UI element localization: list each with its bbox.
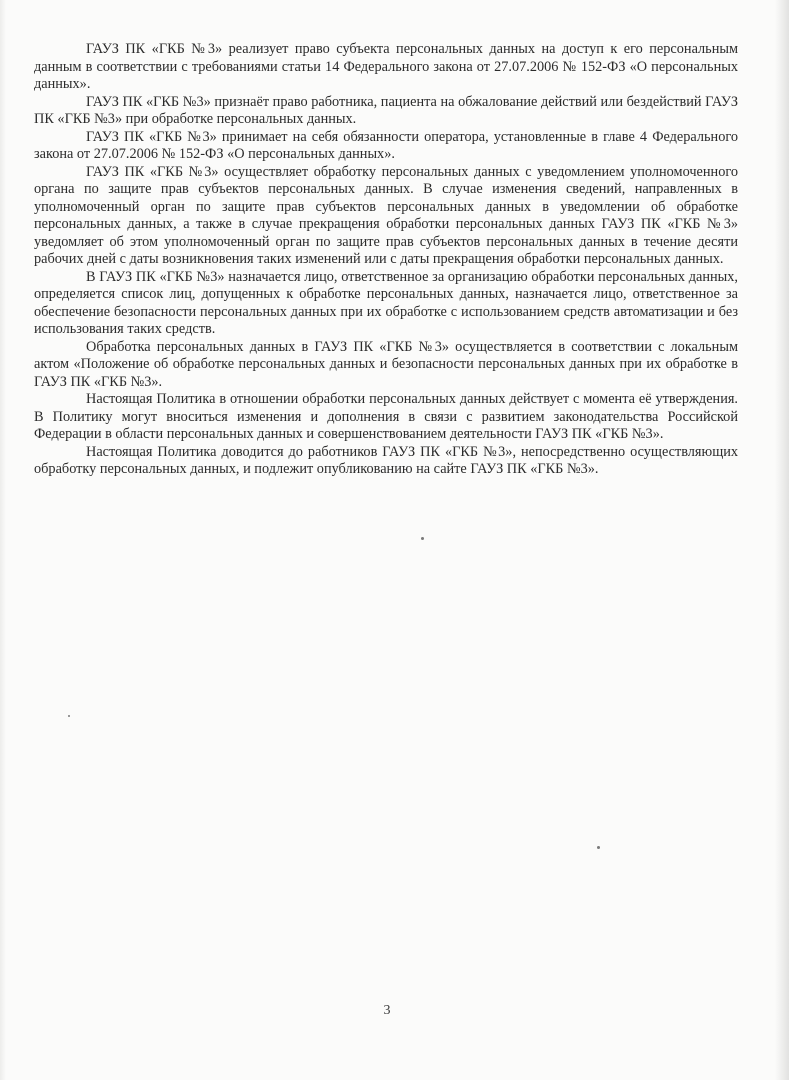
scan-speck xyxy=(68,715,70,717)
paragraph-notification: ГАУЗ ПК «ГКБ №3» осуществляет обработку персональных данных с уведомлением уполномоченного органа по защите прав субъектов персональных данных. В случае изменения сведений, направленных в уполномоченный орган по защите прав субъектов персональных данных в уведомлении об обработке персональных данных, а также в случае прекращения обработки персональных данных ГАУЗ ПК «ГКБ №3» уведомляет об этом уполномоченный орган по защите прав субъектов персональных данных в течение десяти рабочих дней с даты возникновения таких изменений или с даты прекращения обработки персональных данных. xyxy=(34,163,738,267)
page-number: 3 xyxy=(383,1003,391,1018)
scan-right-edge xyxy=(775,0,789,1080)
scan-left-edge xyxy=(0,0,6,1080)
paragraph-appeal-right: ГАУЗ ПК «ГКБ №3» признаёт право работника, пациента на обжалование действий или бездействий ГАУЗ ПК «ГКБ №3» при обработке персональных данных. xyxy=(34,93,738,127)
document-body xyxy=(34,41,738,479)
paragraph-policy-changes: Настоящая Политика в отношении обработки персональных данных действует с момента её утверждения. В Политику могут вноситься изменения и дополнения в связи с развитием законодательства Российской Федерации в области персональных данных и совершенствованием деятельности ГАУЗ ПК «ГКБ №3». xyxy=(34,391,738,442)
paragraph-local-act: Обработка персональных данных в ГАУЗ ПК «ГКБ №3» осуществляется в соответствии с локальным актом «Положение об обработке персональных данных и безопасности персональных данных при их обработке в ГАУЗ ПК «ГКБ №3». xyxy=(34,338,738,390)
paragraph-responsible-person: В ГАУЗ ПК «ГКБ №3» назначается лицо, ответственное за организацию обработки персональных данных, определяется список лиц, допущенных к обработке персональных данных, назначается лицо, ответственное за обеспечение безопасности персональных данных при их обработке с использованием средств автоматизации и без использования таких средств. xyxy=(34,268,738,337)
paragraph-operator-duties: ГАУЗ ПК «ГКБ №3» принимает на себя обязанности оператора, установленные в главе 4 Федерального закона от 27.07.2006 № 152-ФЗ «О персональных данных». xyxy=(34,128,738,162)
scan-speck xyxy=(421,537,424,540)
scan-speck xyxy=(597,846,600,849)
paragraph-publication: Настоящая Политика доводится до работников ГАУЗ ПК «ГКБ №3», непосредственно осуществляющих обработку персональных данных, и подлежит опубликованию на сайте ГАУЗ ПК «ГКБ №3». xyxy=(34,443,738,477)
paragraph-access-right: ГАУЗ ПК «ГКБ №3» реализует право субъекта персональных данных на доступ к его персональным данным в соответствии с требованиями статьи 14 Федерального закона от 27.07.2006 № 152-ФЗ «О персональных данных». xyxy=(34,41,738,92)
